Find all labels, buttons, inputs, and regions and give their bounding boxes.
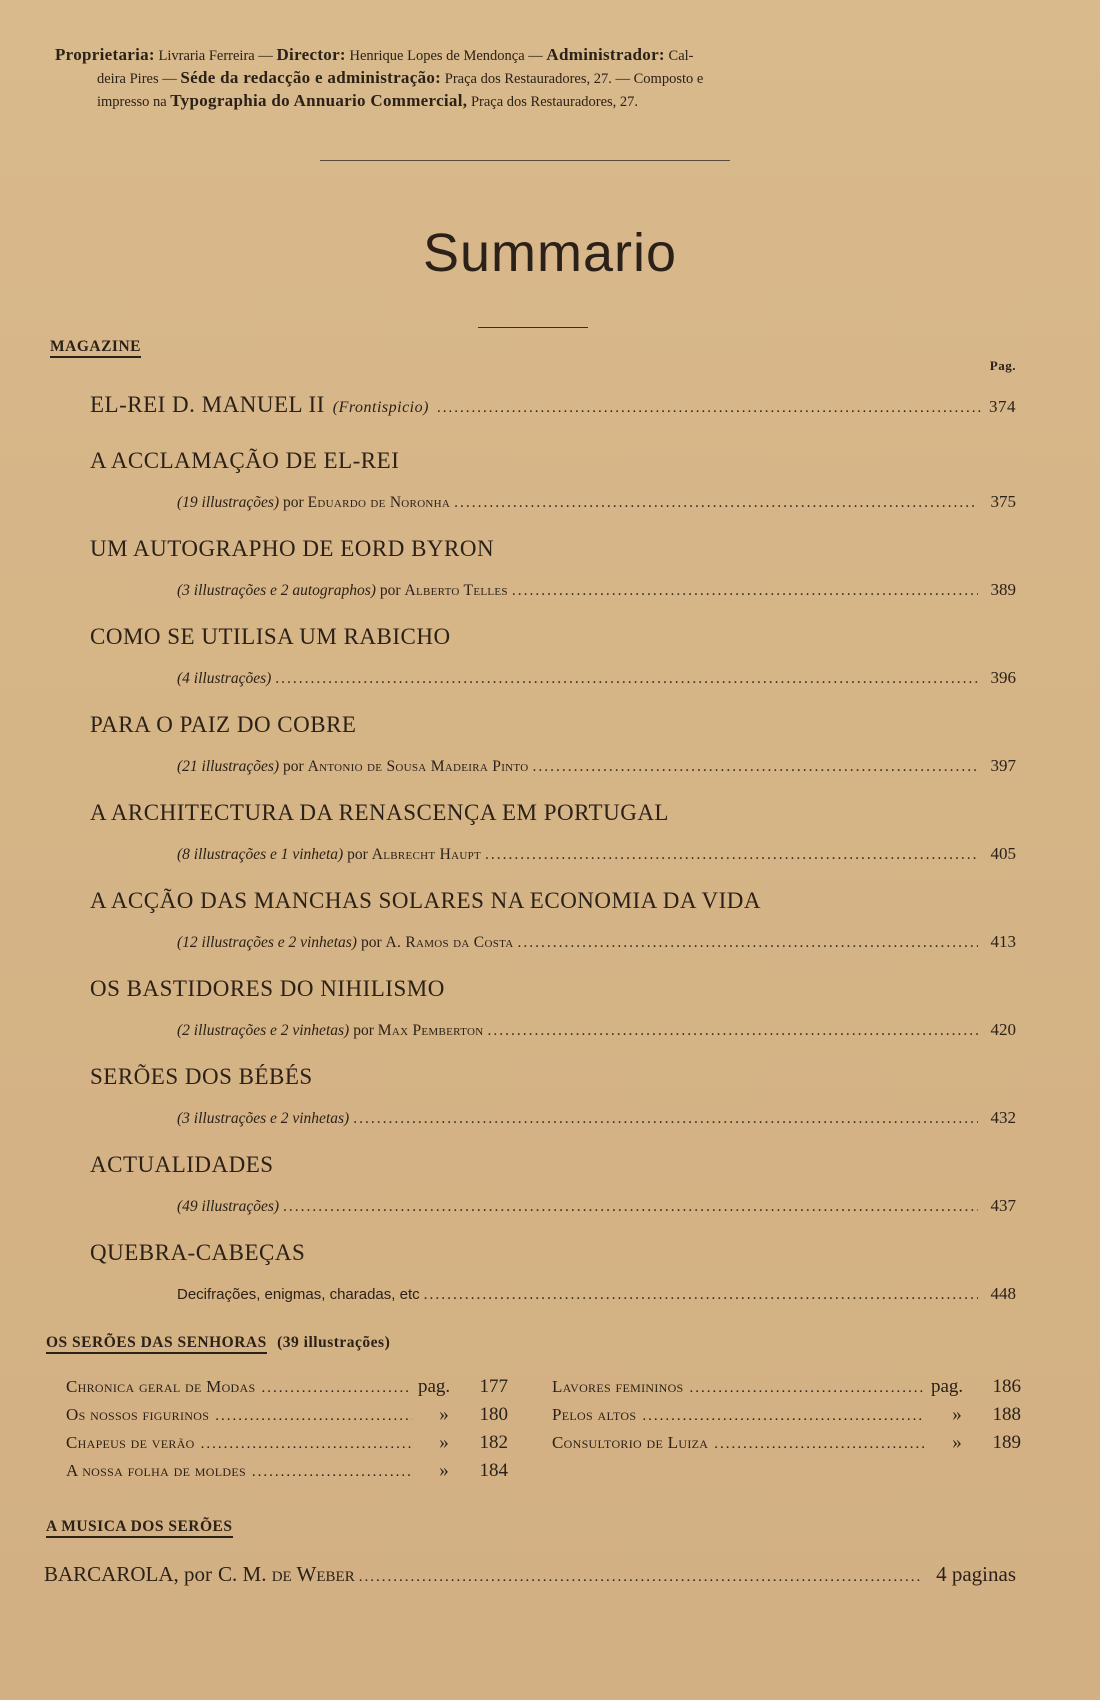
senhoras-item-label: Os nossos figurinos bbox=[66, 1405, 210, 1424]
senhoras-item[interactable] bbox=[66, 1376, 508, 1398]
musica-pages: 4 paginas bbox=[936, 1562, 1016, 1586]
typographia-label: Typographia do Annuario Commercial, bbox=[170, 91, 468, 110]
page-title: Summario bbox=[422, 223, 678, 283]
toc-entry-author: Max Pemberton bbox=[377, 1022, 484, 1039]
leader-dots bbox=[690, 1380, 925, 1397]
impresso-text: impresso na bbox=[97, 94, 167, 110]
page-column-header: Pag. bbox=[989, 358, 1016, 373]
leader-dots bbox=[424, 1286, 978, 1304]
musica-label-text: A MUSICA DOS SERÕES bbox=[46, 1518, 233, 1538]
toc-entry-title[interactable]: A ACCLAMAÇÃO DE EL-REI bbox=[90, 448, 400, 473]
toc-entry-page: 437 bbox=[990, 1196, 1016, 1215]
toc-entry-desc: (3 illustrações e 2 vinhetas) bbox=[177, 1110, 350, 1127]
toc-entry-title[interactable]: OS BASTIDORES DO NIHILISMO bbox=[90, 976, 445, 1001]
toc-entry-desc: (19 illustrações) bbox=[177, 494, 280, 511]
toc-entry-page: 374 bbox=[989, 397, 1016, 416]
leader-dots bbox=[437, 400, 981, 417]
toc-entry-title[interactable]: QUEBRA-CABEÇAS bbox=[90, 1240, 306, 1265]
toc-entry-by: por bbox=[379, 582, 401, 599]
toc-entry-detail bbox=[177, 932, 1016, 952]
leader-dots bbox=[261, 1380, 412, 1397]
leader-dots bbox=[275, 670, 978, 688]
proprietaria-label: Proprietaria: bbox=[55, 45, 155, 64]
senhoras-item-prefix: » bbox=[952, 1432, 962, 1453]
toc-entry-desc: (4 illustrações) bbox=[177, 670, 272, 687]
toc-entry-page: 389 bbox=[990, 580, 1016, 599]
toc-entry-author: Antonio de Sousa Madeira Pinto bbox=[307, 758, 529, 775]
senhoras-item-page: 177 bbox=[479, 1376, 508, 1397]
musica-entry-title: BARCAROLA, por bbox=[44, 1562, 213, 1586]
senhoras-item-label: A nossa folha de moldes bbox=[66, 1461, 246, 1480]
sede-value: Praça dos Restauradores, 27. — Composto e bbox=[444, 71, 704, 87]
senhoras-row bbox=[66, 1404, 1021, 1432]
senhoras-count: (39 illustrações) bbox=[277, 1334, 391, 1351]
toc-entry-page: 375 bbox=[990, 492, 1016, 511]
toc-entry-detail bbox=[177, 1196, 1016, 1216]
senhoras-item-prefix: » bbox=[439, 1404, 449, 1425]
administrador-value-b: deira Pires — bbox=[97, 71, 177, 87]
senhoras-item-page: 189 bbox=[992, 1432, 1021, 1453]
senhoras-item-prefix: pag. bbox=[931, 1376, 964, 1397]
toc-entry-page: 413 bbox=[990, 932, 1016, 951]
musica-entry[interactable] bbox=[44, 1562, 1016, 1587]
toc-entry-detail bbox=[177, 668, 1016, 688]
sede-label: Séde da redacção e administração: bbox=[180, 68, 442, 87]
toc-entry-detail bbox=[177, 492, 1016, 512]
toc-entry-title[interactable]: ACTUALIDADES bbox=[90, 1152, 274, 1177]
magazine-section-label bbox=[50, 338, 141, 356]
toc-entry-by: por bbox=[283, 758, 304, 775]
senhoras-item-prefix: » bbox=[952, 1404, 962, 1425]
senhoras-item-page: 186 bbox=[992, 1376, 1021, 1397]
toc-entry-by: por bbox=[283, 494, 304, 511]
leader-dots bbox=[487, 1022, 978, 1040]
toc-entry-title[interactable]: A ACÇÃO DAS MANCHAS SOLARES NA ECONOMIA DA VIDA bbox=[90, 888, 762, 913]
musica-composer: C. M. de Weber bbox=[218, 1562, 355, 1586]
musica-section-label bbox=[46, 1518, 233, 1536]
senhoras-row bbox=[66, 1432, 1021, 1460]
senhoras-item-page: 180 bbox=[479, 1404, 508, 1425]
senhoras-item[interactable] bbox=[552, 1376, 1021, 1398]
toc-entry-desc: (8 illustrações e 1 vinheta) bbox=[177, 846, 344, 863]
toc-entry-page: 396 bbox=[990, 668, 1016, 687]
toc-entry-detail bbox=[177, 1020, 1016, 1040]
toc-entry-title[interactable]: PARA O PAIZ DO COBRE bbox=[90, 712, 357, 737]
leader-dots bbox=[533, 758, 979, 776]
senhoras-item[interactable] bbox=[66, 1432, 508, 1454]
toc-entry-note: (Frontispicio) bbox=[332, 399, 429, 416]
senhoras-item[interactable] bbox=[552, 1432, 1021, 1454]
senhoras-row bbox=[66, 1460, 1021, 1488]
senhoras-row bbox=[66, 1376, 1021, 1404]
toc-entry-detail bbox=[177, 580, 1016, 600]
toc-entry-detail bbox=[177, 1108, 1016, 1128]
senhoras-item[interactable] bbox=[552, 1404, 1021, 1426]
toc-entry-by: por bbox=[347, 846, 368, 863]
magazine-label-text: MAGAZINE bbox=[50, 338, 141, 358]
senhoras-item-label: Consultorio de Luiza bbox=[552, 1433, 709, 1452]
toc-entry-detail bbox=[177, 756, 1016, 776]
senhoras-item-label: Chapeus de verão bbox=[66, 1433, 195, 1452]
toc-entry-desc: (21 illustrações) bbox=[177, 758, 280, 775]
imprint-line-1 bbox=[55, 44, 1020, 67]
toc-entry-desc: (3 illustrações e 2 autographos) bbox=[177, 582, 376, 599]
toc-entry-page: 420 bbox=[990, 1020, 1016, 1039]
senhoras-item-prefix: » bbox=[439, 1432, 449, 1453]
administrador-value-a: Cal- bbox=[668, 48, 694, 64]
senhoras-item[interactable] bbox=[66, 1460, 508, 1482]
imprint bbox=[55, 44, 1020, 113]
senhoras-item-label: Lavores femininos bbox=[552, 1377, 684, 1396]
top-divider bbox=[320, 160, 730, 161]
toc-entry-desc: (12 illustrações e 2 vinhetas) bbox=[177, 934, 357, 951]
leader-dots bbox=[201, 1436, 412, 1453]
leader-dots bbox=[642, 1408, 925, 1425]
senhoras-item-label: Chronica geral de Modas bbox=[66, 1377, 256, 1396]
senhoras-item-prefix: » bbox=[439, 1460, 449, 1481]
senhoras-item-prefix: pag. bbox=[418, 1376, 451, 1397]
senhoras-label-text: OS SERÕES DAS SENHORAS bbox=[46, 1334, 267, 1354]
senhoras-item-page: 182 bbox=[479, 1432, 508, 1453]
toc-entry-page: 405 bbox=[990, 844, 1016, 863]
toc-entry-page: 448 bbox=[990, 1284, 1016, 1303]
director-value: Henrique Lopes de Mendonça — bbox=[349, 48, 543, 64]
leader-dots bbox=[518, 934, 979, 952]
toc-entry-author: Albrecht Haupt bbox=[371, 846, 482, 863]
senhoras-item-page: 188 bbox=[992, 1404, 1021, 1425]
toc-entry-title[interactable]: COMO SE UTILISA UM RABICHO bbox=[90, 624, 451, 649]
toc-entry-author: Alberto Telles bbox=[404, 582, 508, 599]
toc-entry-title: EL-REI D. MANUEL II bbox=[90, 392, 325, 417]
leader-dots bbox=[283, 1198, 978, 1216]
toc-entry-title[interactable]: SERÕES DOS BÉBÉS bbox=[90, 1064, 313, 1089]
toc-entry-author: A. Ramos da Costa bbox=[385, 934, 514, 951]
leader-dots bbox=[215, 1408, 412, 1425]
toc-entry-title[interactable]: A ARCHITECTURA DA RENASCENÇA EM PORTUGAL bbox=[90, 800, 669, 825]
toc-entry-author: Eduardo de Noronha bbox=[307, 494, 451, 511]
senhoras-item-label: Pelos altos bbox=[552, 1405, 637, 1424]
toc-entry-page: 397 bbox=[990, 756, 1016, 775]
toc-entry-detail bbox=[177, 1284, 1016, 1304]
imprint-line-2 bbox=[55, 67, 1020, 90]
leader-dots bbox=[714, 1436, 925, 1453]
toc-entry-page: 432 bbox=[990, 1108, 1016, 1127]
toc-entry-desc: (2 illustrações e 2 vinhetas) bbox=[177, 1022, 350, 1039]
leader-dots bbox=[454, 494, 978, 512]
toc-entry-el-rei-manuel[interactable] bbox=[90, 392, 1016, 418]
toc-entry-desc: (49 illustrações) bbox=[177, 1198, 280, 1215]
typographia-value: Praça dos Restauradores, 27. bbox=[470, 94, 639, 110]
senhoras-item-page: 184 bbox=[479, 1460, 508, 1481]
senhoras-section-label bbox=[46, 1334, 390, 1352]
leader-dots bbox=[512, 582, 978, 600]
toc-entry-detail bbox=[177, 844, 1016, 864]
leader-dots bbox=[359, 1569, 922, 1586]
leader-dots bbox=[353, 1110, 978, 1128]
administrador-label: Administrador: bbox=[546, 45, 665, 64]
title-divider bbox=[478, 327, 588, 328]
senhoras-item[interactable] bbox=[66, 1404, 508, 1426]
toc-entry-desc: Decifrações, enigmas, charadas, etc bbox=[177, 1286, 420, 1303]
proprietaria-value: Livraria Ferreira — bbox=[158, 48, 273, 64]
toc-entry-by: por bbox=[353, 1022, 374, 1039]
imprint-line-3 bbox=[55, 90, 1020, 113]
toc-entry-by: por bbox=[360, 934, 382, 951]
leader-dots bbox=[485, 846, 978, 864]
leader-dots bbox=[252, 1464, 412, 1481]
toc-entry-title[interactable]: UM AUTOGRAPHO DE EORD BYRON bbox=[90, 536, 495, 561]
director-label: Director: bbox=[276, 45, 346, 64]
